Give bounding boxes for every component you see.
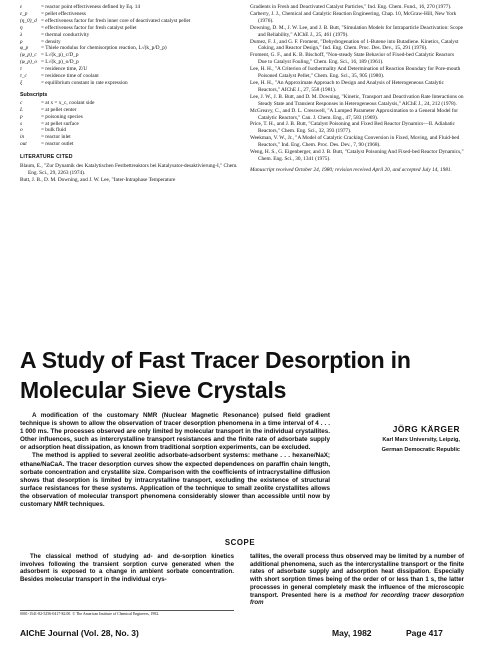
scope-right-column	[250, 553, 464, 607]
author-affiliation: German Democratic Republic	[381, 447, 460, 453]
subscript-row: c = at x = x_c, coolant side	[20, 99, 95, 106]
reference-item: McGreavy, C., and D. L. Cresswell, "A Lumped Parameter Approximation to a General Model for Catalytic Reactors," Can. J. Chem. Eng., 47, 583 (1969).	[250, 107, 459, 121]
nomenclature-row: ρ = density	[20, 38, 61, 45]
reference-item: Lee, H. H., "A Criterion of Isothermality And Determination of Reaction Boundary for Pore-mouth Poisoned Catalyst Pellet," Chem. Eng. Sci., 35, 905 (1980).	[250, 66, 461, 80]
nomenclature-column	[20, 4, 242, 184]
scope-left-column	[20, 553, 234, 584]
abstract-paragraph: The method is applied to several zeolitic adsorbate-adsorbent systems: methane . . . hexane/NaX; ethane/NaCaA. The tracer desorption curves show the expected dependences on paraffin chain length, sorbate concentration and crystallite size. Comparison with the coefficients of intracrystalline diffusion shows that desorption is limited by intracrystalline transport, excluding the existence of structural surface resistances for these systems. Application of the technique to small zeolite crystallites allows the observation of molecular transport phenomena considerably slower than accessible until now by customary NMR techniques.	[20, 452, 330, 509]
reference-item: Carberry, J. J., Chemical and Catalytic Reaction Engineering, Chap. 10, McGraw-Hill, New York (1976).	[250, 10, 457, 24]
reference-item: Butt, J. B., D. M. Downing, and J. W. Lee, "Inter-Intraphase Temperature	[20, 176, 176, 183]
reference-item: Weekman, V. W., Jr., "A Model of Catalytic Cracking Conversion in Fixed, Moving, and Fluid-bed Reactors," Ind. Eng. Chem. Proc. Des. Dev., 7, 90 (1968).	[250, 135, 460, 149]
subscript-row: s = at pellet surface	[20, 120, 79, 127]
nomenclature-row: τ = residence time, Z/U	[20, 66, 88, 73]
author-block	[330, 424, 460, 454]
reference-item: Lee, J. W., J. B. Butt, and D. M. Downing, "Kinetic, Transport and Deactivation Rate Interactions on Steady State and Transient Responses in Heterogeneous Catalysis," AIChE J., 24, 212 (1978).	[250, 93, 464, 107]
copyright-footnote: 0001-1541-82-5256-0417-$2.00. © The American Institute of Chemical Engineers, 1982.	[20, 610, 234, 616]
issue-date: May, 1982	[332, 628, 372, 638]
nomenclature-row: λ = thermal conductivity	[20, 31, 90, 38]
nomenclature-row: ε = reactor point effectiveness defined by Eq. 14	[20, 4, 141, 10]
page-number: Page 417	[406, 628, 443, 638]
reference-item: Price, T. H., and J. B. Butt, "Catalyst Poisoning and Fixed Bed Reactor Dynamics—II. Adiabatic Reactors," Chem. Eng. Sci., 32, 393 (1977).	[250, 121, 455, 135]
subscript-row: L = at pellet center	[20, 106, 77, 113]
subscript-row: out = reactor outlet	[20, 141, 74, 148]
author-affiliation: Karl Marx University, Leipzig,	[382, 437, 460, 443]
reference-item: Gradients in Fresh and Deactivated Catalyst Particles," Ind. Eng. Chem. Fund., 16, 270 (1977).	[250, 4, 452, 10]
subscripts-heading: Subscripts	[20, 91, 48, 98]
scope-paragraph: tallites, the overall process thus observed may be limited by a number of additional phenomena, such as the intercrystalline transport or the finite rates of adsorbate supply and adsorption heat dissipation. Especially with short sorption times being of the order of or less than 1 s, the latter processes in general completely mask the influence of the microscopic transport. Presented here is a method for recording tracer desorption from	[250, 553, 464, 607]
references-column	[250, 4, 464, 174]
nomenclature-row: τ_c = residence time of coolant	[20, 73, 99, 80]
nomenclature-row: ξ = equilibrium constant in rate expression	[20, 79, 128, 86]
nomenclature-row: ε_p = pellet effectiveness	[20, 10, 86, 17]
author-name: JÖRG KÄRGER	[392, 424, 460, 434]
scope-paragraph: The classical method of studying ad- and de-sorption kinetics involves following the transient sorption curve generated when the adsorbent is exposed to a change in ambient sorbate concentration. Besides molecular transport in the individual crys-	[20, 553, 234, 584]
reference-item: Blaum, E., "Zur Dynamik des Katalytischen Festbettreaktors bei Katalysator-desaktivierung-I," Chem. Eng. Sci., 29, 2263 (1974).	[20, 163, 238, 176]
reference-item: Downing, D. M., J. W. Lee, and J. B. Butt, "Simulation Models for Intraparticle Deactivation: Scope and Reliability," AIChE J., 25, 461 (1979).	[250, 24, 463, 38]
reference-item: Weng, H. S., G. Eigenberger, and J. B. Butt, "Catalyst Poisoning And Fixed-bed Reactor Dynamics," Chem. Eng. Sci., 30, 1341 (1975).	[250, 149, 464, 162]
scope-heading: SCOPE	[224, 538, 256, 547]
subscript-row: o = bulk fluid	[20, 127, 67, 134]
nomenclature-row: φ_p = Thiele modulus for chemisorption reaction, L√(k_p/D_p)	[20, 45, 167, 52]
nomenclature-row: η = effectiveness factor for fresh catalyst pellet	[20, 24, 137, 31]
abstract	[20, 412, 330, 509]
subscript-row: in = reactor inlet	[20, 134, 71, 141]
nomenclature-row: (φ_p)_o = L√(k_p)_o/D_p	[20, 59, 79, 66]
nomenclature-row: (φ_p)_c = L√(k_p)_c/D_p	[20, 52, 79, 59]
subscript-row: p = poisoning species	[20, 113, 83, 120]
reference-item: Lee, H. H., "An Approximate Approach to Design and Analysis of Heterogeneous Catalytic Reactors," AIChE J., 27, 558 (1981).	[250, 79, 444, 93]
abstract-paragraph: A modification of the customary NMR (Nuclear Magnetic Resonance) pulsed field gradient technique is shown to allow the observation of tracer desorption phenomena in a time interval of 4 . . . 1 000 ms. The processes observed are only limited by molecular transport in the individual crystallites. Other influences, such as intercrystalline transport resistances and the finite rate of adsorbate supply or adsorption heat dissipation, as known from traditional sorption experiments, can be excluded.	[20, 412, 330, 452]
manuscript-note: Manuscript received October 24, 1980; revision received April 20, and accepted July 14, 1981.	[250, 166, 452, 173]
nomenclature-list	[20, 4, 242, 87]
reference-item: Froment, G. F., and K. B. Bischoff, "Non-steady State Behavior of Fixed-bed Catalytic Reactors Due to Catalyst Fouling," Chem. Eng. Sci., 16, 189 (1961).	[250, 52, 455, 66]
article-title: A Study of Fast Tracer Desorption in Molecular Sieve Crystals	[20, 347, 411, 403]
journal-name: AIChE Journal (Vol. 28, No. 3)	[20, 628, 139, 638]
reference-item: Dumez, F. J., and G. F. Froment, "Dehydrogenation of 1-Butene into Butadiene. Kinetics, Catalyst Coking, and Reactor Design," Ind. Eng. Chem. Proc. Des. Dev., 15, 291 (1976).	[250, 38, 459, 52]
literature-heading: LITERATURE CITED	[20, 154, 73, 161]
subscripts-list	[20, 100, 242, 148]
nomenclature-row: (η_0)_d = effectiveness factor for fresh inner core of deactivated catalyst pellet	[20, 17, 191, 24]
